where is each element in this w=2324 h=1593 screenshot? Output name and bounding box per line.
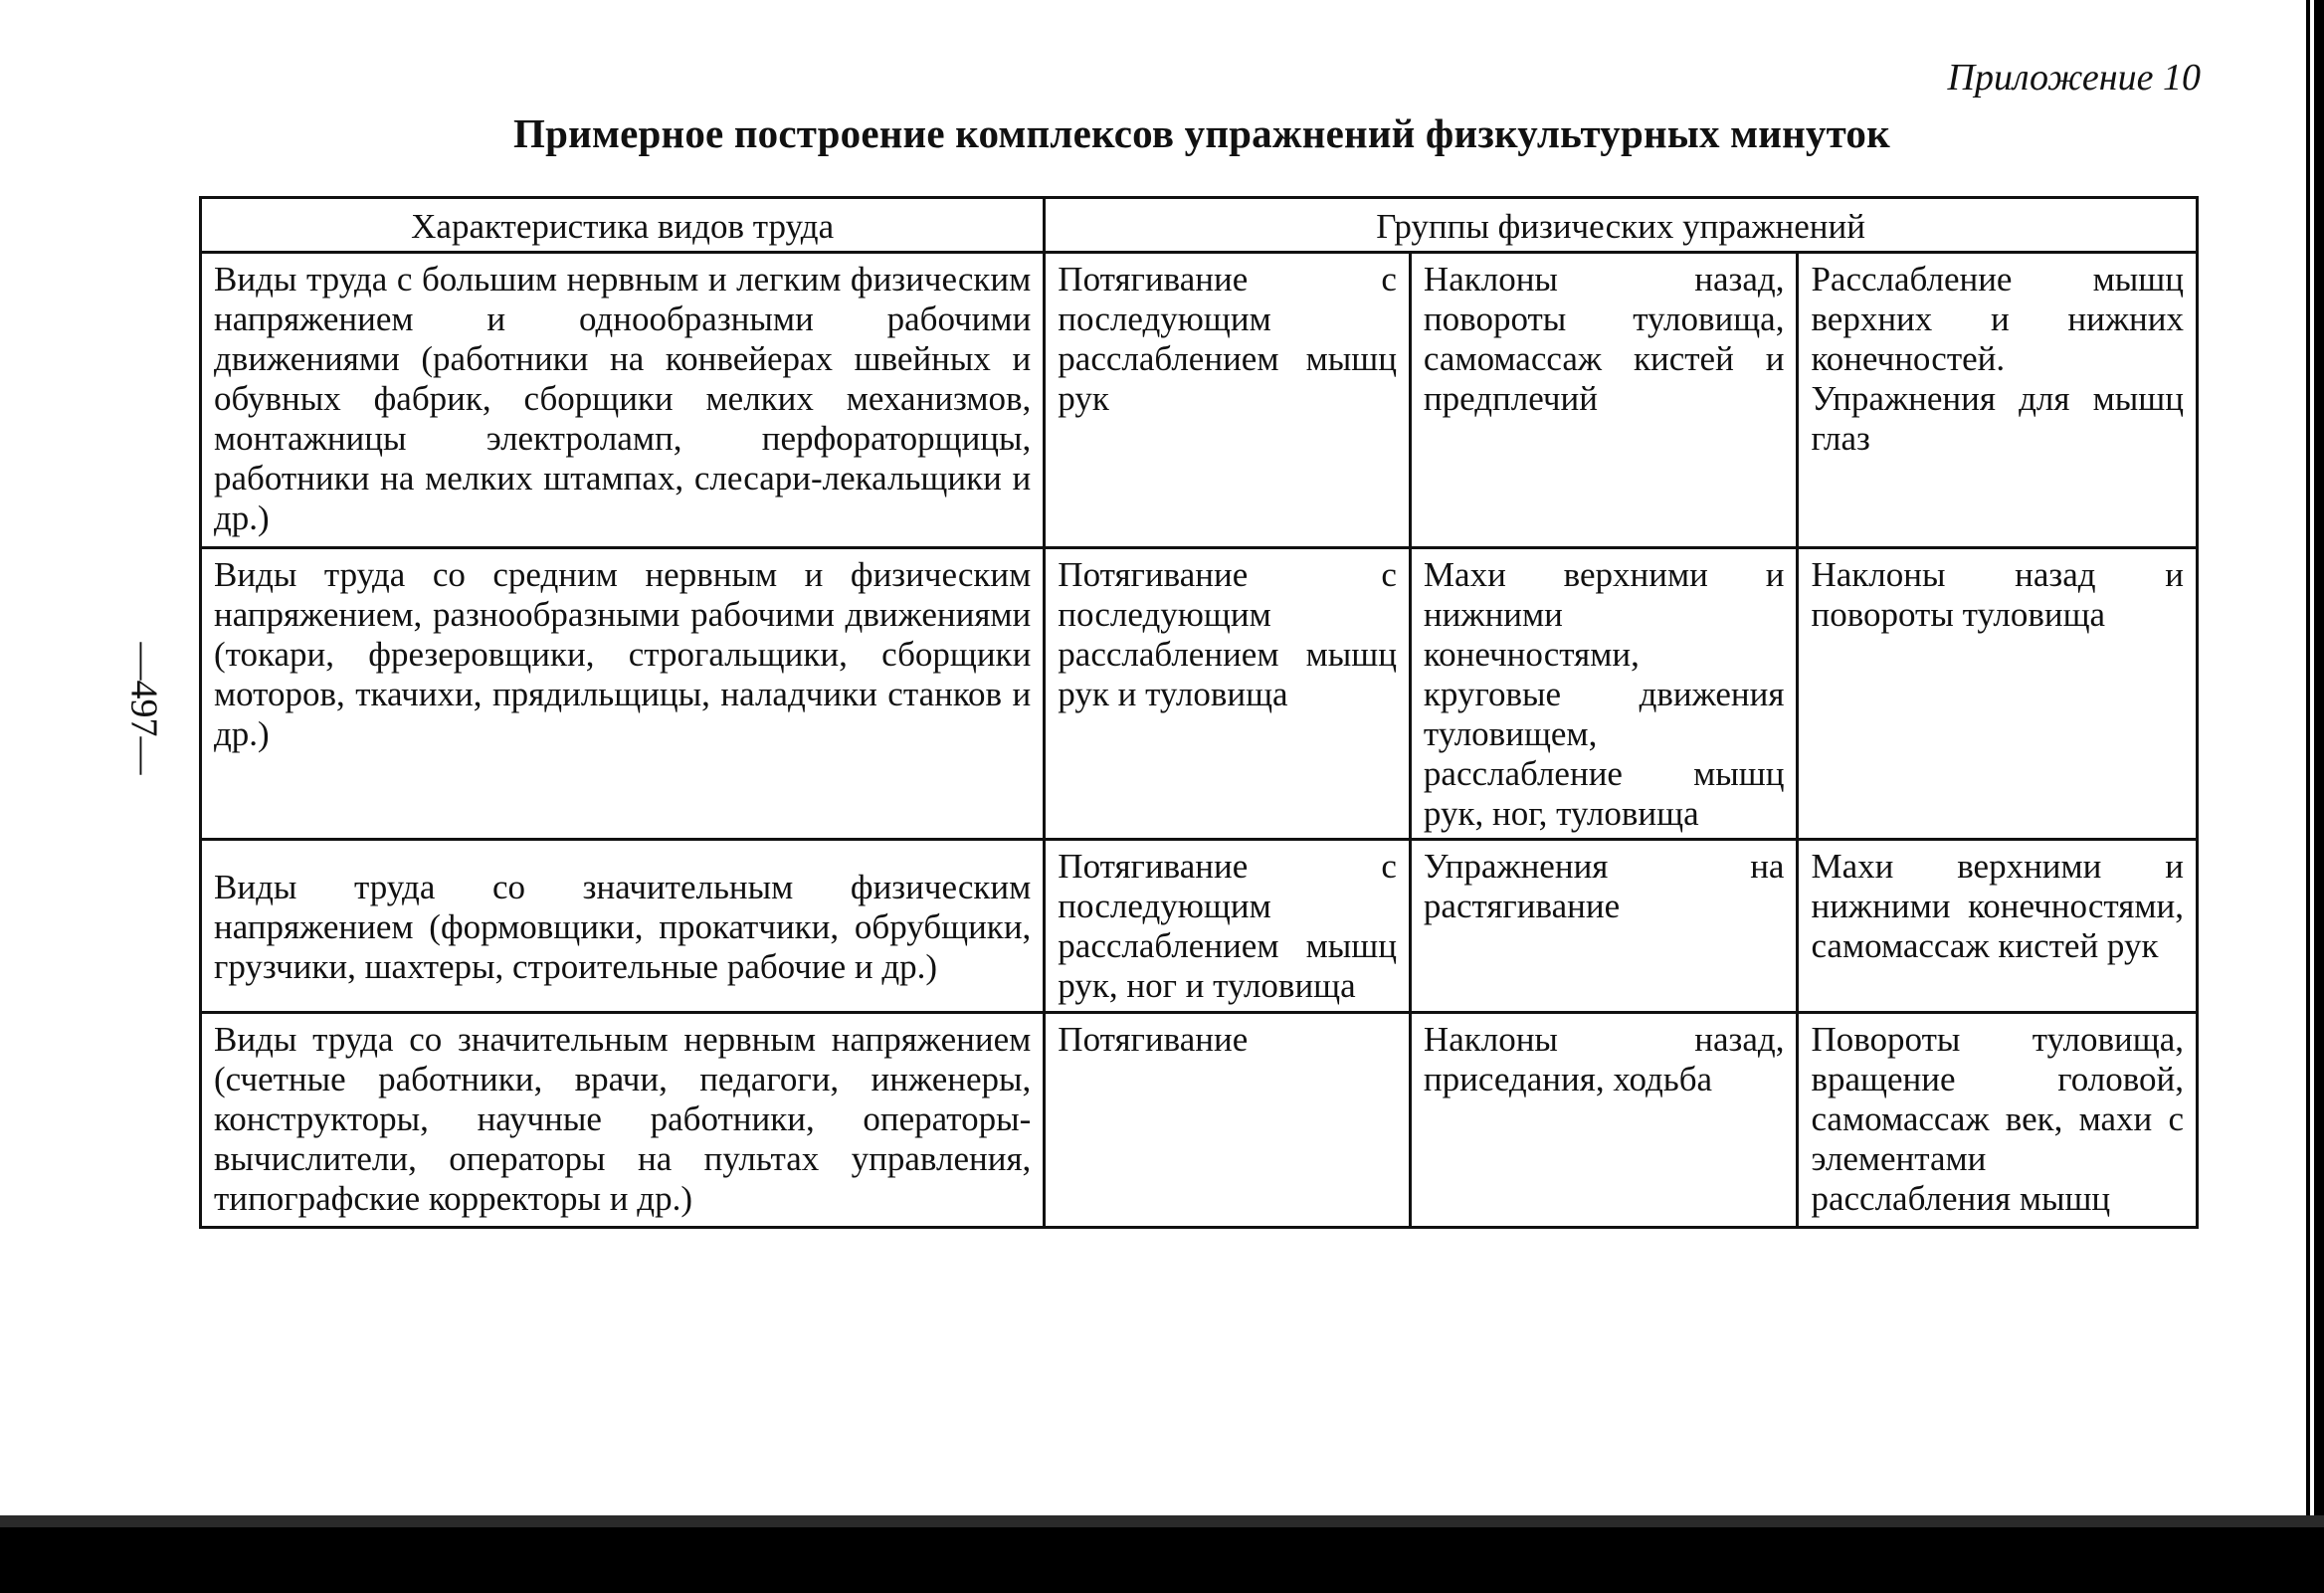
exercise-cell: Упражнения на растягивание: [1410, 840, 1798, 1013]
exercise-cell: Потягивание с последующим расслаблением мышц рук и туловища: [1045, 548, 1411, 840]
exercise-cell: Потягивание с последующим расслаблением мышц рук: [1045, 253, 1411, 548]
page-number: —497—: [122, 642, 165, 775]
exercise-cell: Потягивание с последующим расслаблением мышц рук, ног и туловища: [1045, 840, 1411, 1013]
work-type-cell: Виды труда со значительным физическим напряжением (формовщики, прокатчики, обрубщики, грузчики, шахтеры, строительные рабочие и др.): [201, 840, 1045, 1013]
scan-edge-right: [2314, 0, 2324, 1593]
exercise-cell: Потягивание: [1045, 1013, 1411, 1228]
page-title: Примерное построение комплексов упражнений физкультурных минуток: [513, 110, 1890, 156]
header-work-type: Характеристика видов труда: [201, 198, 1045, 253]
appendix-label: Приложение 10: [1947, 57, 2201, 99]
table-row: [201, 548, 2198, 840]
header-exercise-groups: Группы физических упражнений: [1045, 198, 2198, 253]
scan-edge-right-inner: [2306, 0, 2310, 1593]
exercise-cell: Наклоны назад, приседания, ходьба: [1410, 1013, 1798, 1228]
table-row: [201, 840, 2198, 1013]
table-row: [201, 253, 2198, 548]
exercise-cell: Махи верхними и нижними конечностями, самомассаж кистей рук: [1798, 840, 2198, 1013]
exercise-cell: Повороты туловища, вращение головой, самомассаж век, махи с элементами расслабления мышц: [1798, 1013, 2198, 1228]
table-row: [201, 1013, 2198, 1228]
exercise-cell: Расслабление мышц верхних и нижних конечностей. Упражнения для мышц глаз: [1798, 253, 2198, 548]
exercise-cell: Наклоны назад и повороты туловища: [1798, 548, 2198, 840]
work-type-cell: Виды труда со значительным нервным напряжением (счетные работники, врачи, педагоги, инженеры, конструкторы, научные работники, операторы-вычислители, операторы на пультах управления, типографские корректоры и др.): [201, 1013, 1045, 1228]
work-type-cell: Виды труда со средним нервным и физическим напряжением, разнообразными рабочими движениями (токари, фрезеровщики, строгальщики, сборщики моторов, ткачихи, прядильщицы, наладчики станков и др.): [201, 548, 1045, 840]
exercise-table: [199, 196, 2199, 1229]
work-type-cell: Виды труда с большим нервным и легким физическим напряжением и однообразными рабочими движениями (работники на конвейерах швейных и обувных фабрик, сборщики мелких механизмов, монтажницы электроламп, перфораторщицы, работники на мелких штампах, слесари-лекальщики и др.): [201, 253, 1045, 548]
scan-edge-bottom: [0, 1515, 2324, 1593]
table-header-row: [201, 198, 2198, 253]
exercise-cell: Махи верхними и нижними конечностями, круговые движения туловищем, расслабление мышц рук, ног, туловища: [1410, 548, 1798, 840]
exercise-cell: Наклоны назад, повороты туловища, самомассаж кистей и предплечий: [1410, 253, 1798, 548]
